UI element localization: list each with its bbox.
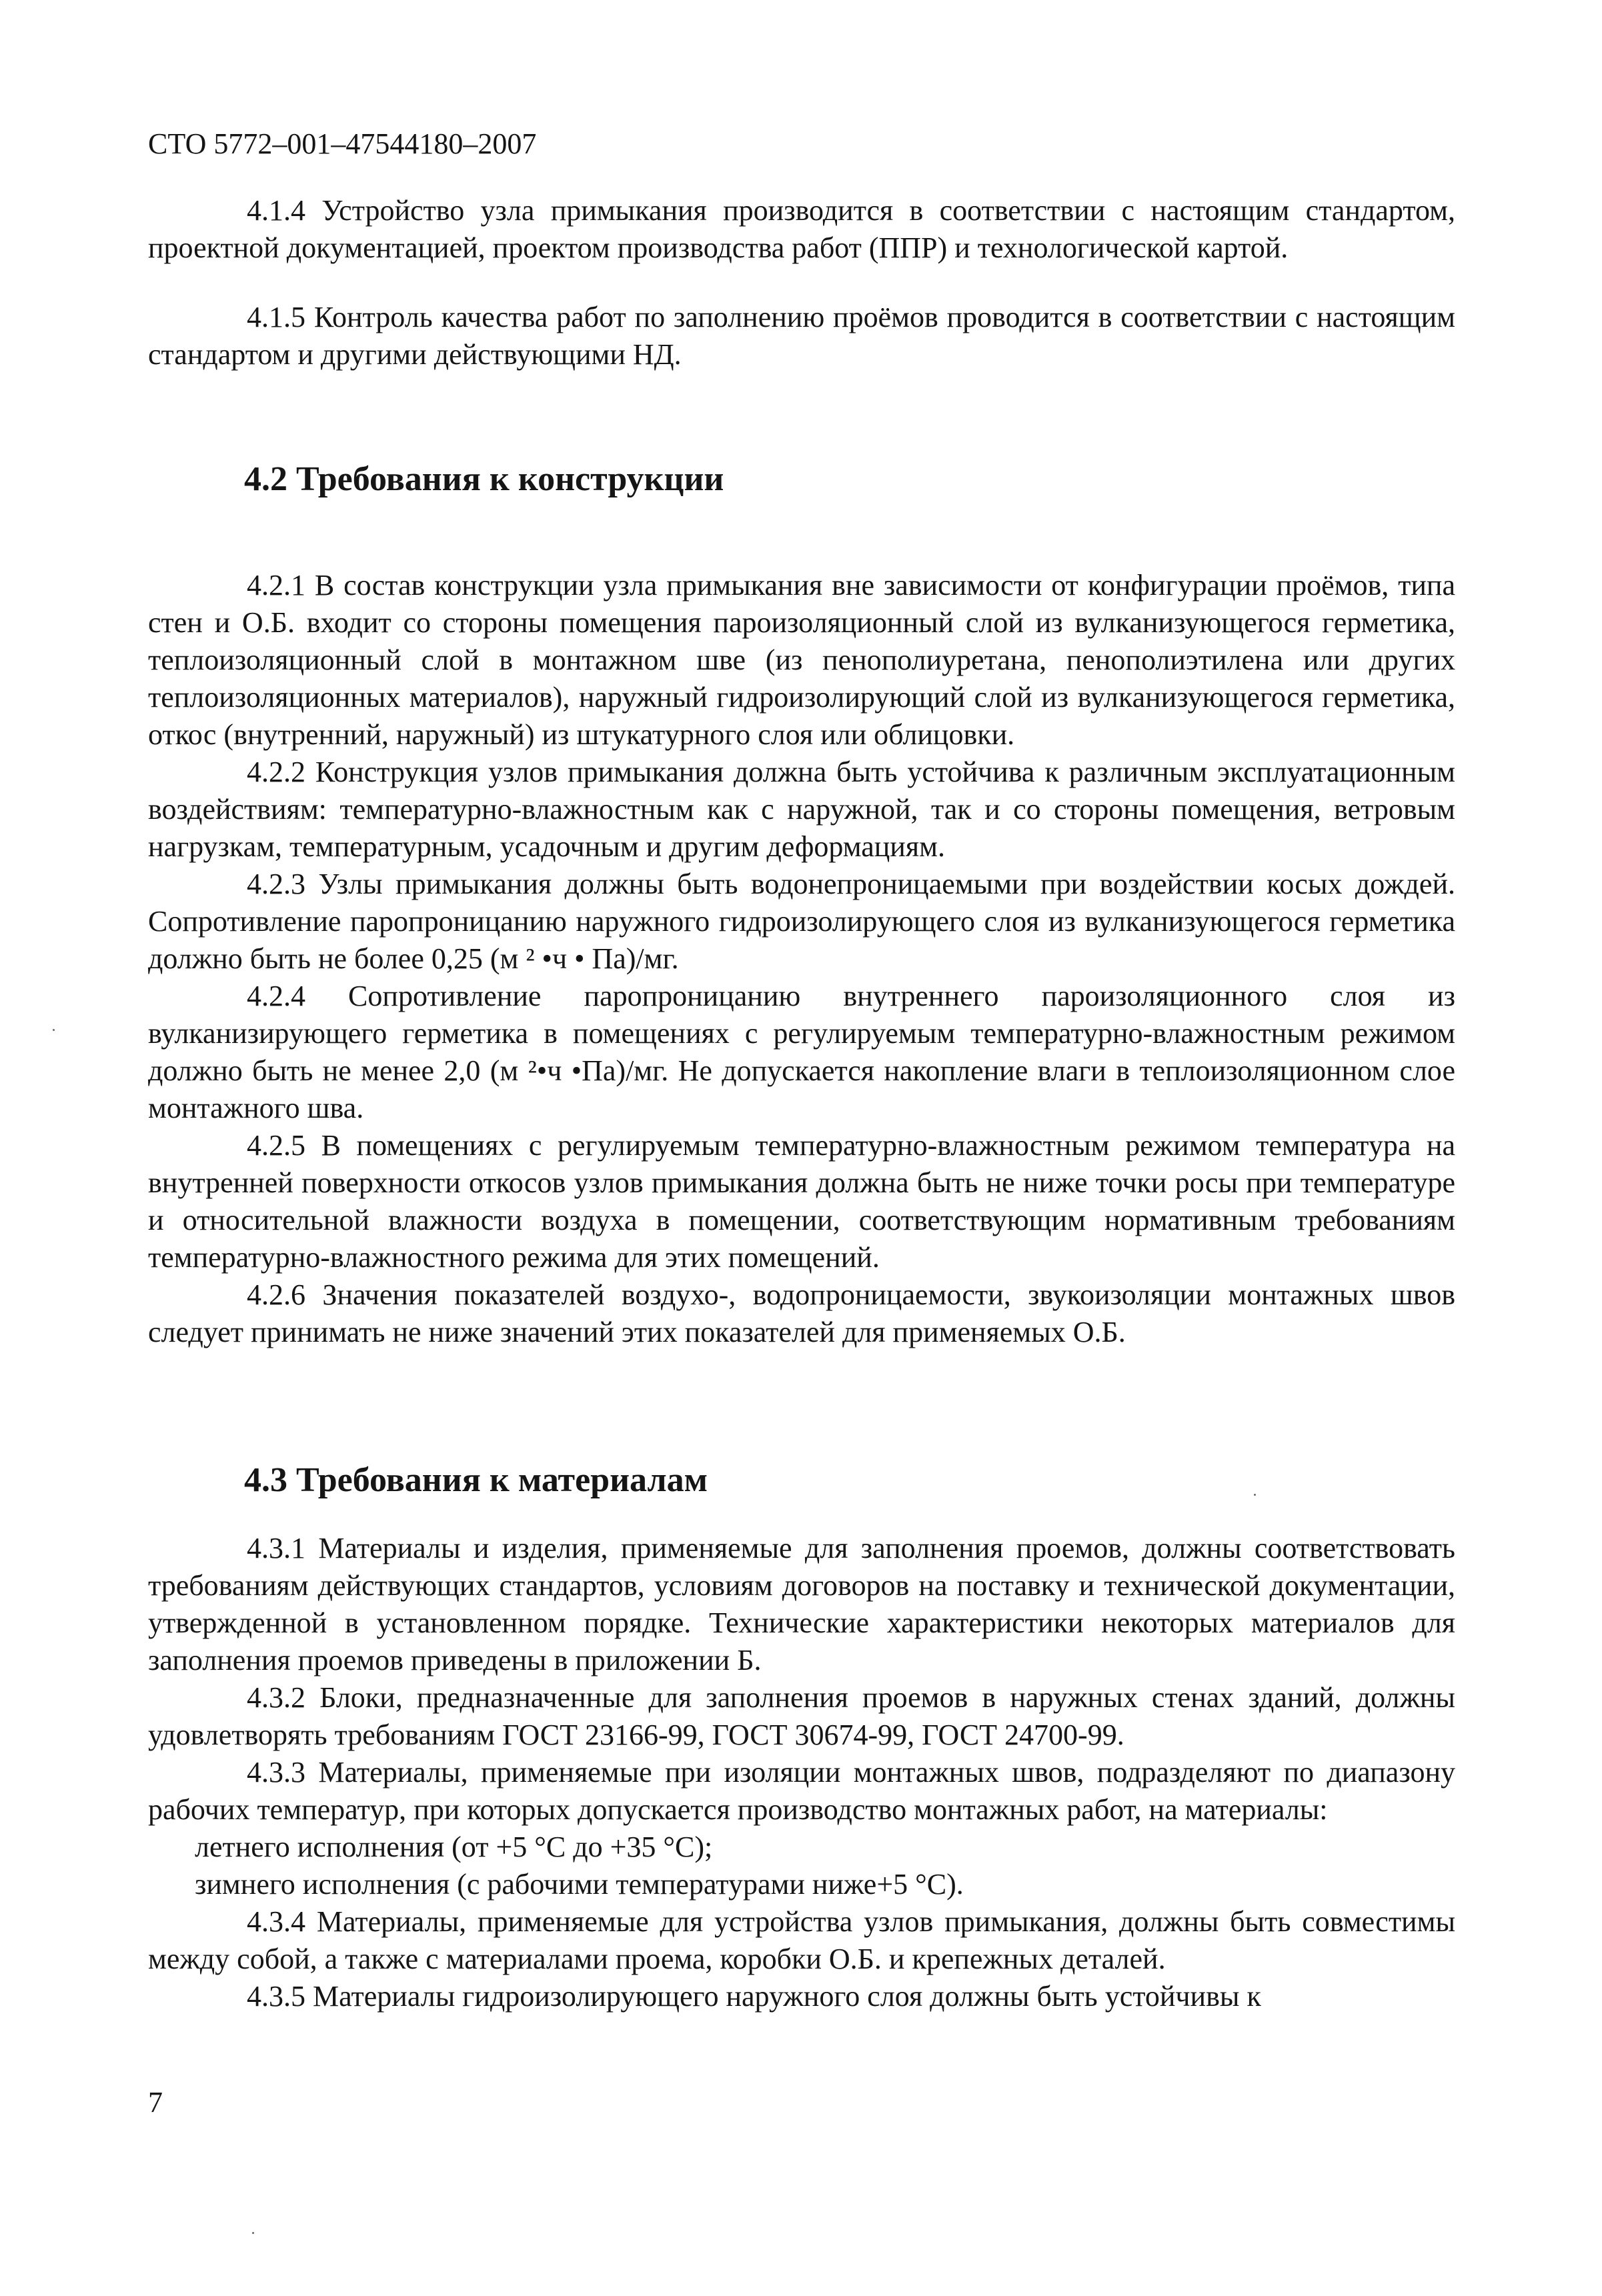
section-4-3-text	[148, 1530, 1455, 2015]
paragraph-4-2-1: 4.2.1 В состав конструкции узла примыкания вне зависимости от конфигурации проёмов, типа стен и О.Б. входит со стороны помещения пароизоляционный слой из вулканизующегося герметика, теплоизоляционный слой в монтажном шве (из пенополиуретана, пенополиэтилена или других теплоизоляционных материалов), наружный гидроизолирующий слой из вулканизующегося герметика, откос (внутренний, наружный) из штукатурного слоя или облицовки.	[148, 569, 1455, 751]
paragraph-4-1-4: 4.1.4 Устройство узла примыкания производится в соответствии с настоящим стандартом, проектной документацией, проектом производства работ (ППР) и технологической картой.	[148, 194, 1455, 264]
section-4-2-text	[148, 567, 1455, 1351]
paragraph-4-2-2: 4.2.2 Конструкция узлов примыкания должна быть устойчива к различным эксплуатационным воздействиям: температурно-влажностным как с наружной, так и со стороны помещения, ветровым нагрузкам, температурным, усадочным и другим деформациям.	[148, 756, 1455, 863]
section-heading-4-3: 4.3 Требования к материалам	[244, 1461, 708, 1499]
page-number: 7	[148, 2086, 163, 2119]
scan-speck	[1254, 1494, 1256, 1496]
paragraph-4-3-3: 4.3.3 Материалы, применяемые при изоляции монтажных швов, подразделяют по диапазону рабочих температур, при которых допускается производство монтажных работ, на материалы:	[148, 1756, 1455, 1826]
paragraph-4-2-6: 4.2.6 Значения показателей воздухо-, водопроницаемости, звукоизоляции монтажных швов следует принимать не ниже значений этих показателей для применяемых О.Б.	[148, 1278, 1455, 1348]
paragraph-4-2-5: 4.2.5 В помещениях с регулируемым температурно-влажностным режимом температура на внутренней поверхности откосов узлов примыкания должна быть не ниже точки росы при температуре и относительной влажности воздуха в помещении, соответствующим нормативным требованиям температурно-влажностного режима для этих помещений.	[148, 1129, 1455, 1274]
scan-speck	[53, 1029, 55, 1031]
paragraph-4-3-4: 4.3.4 Материалы, применяемые для устройства узлов примыкания, должны быть совместимы между собой, а также с материалами проема, коробки О.Б. и крепежных деталей.	[148, 1905, 1455, 1975]
paragraph-4-3-2: 4.3.2 Блоки, предназначенные для заполнения проемов в наружных стенах зданий, должны удовлетворять требованиям ГОСТ 23166-99, ГОСТ 30674-99, ГОСТ 24700-99.	[148, 1681, 1455, 1751]
paragraph-4-1-5: 4.1.5 Контроль качества работ по заполнению проёмов проводится в соответствии с настоящим стандартом и другими действующими НД.	[148, 301, 1455, 371]
paragraph-4-2-4: 4.2.4 Сопротивление паропроницанию внутреннего пароизоляционного слоя из вулканизирующего герметика в помещениях с регулируемым температурно-влажностным режимом должно быть не менее 2,0 (м ²•ч •Па)/мг. Не допускается накопление влаги в теплоизоляционном слое монтажного шва.	[148, 980, 1455, 1124]
scan-speck	[252, 2232, 254, 2234]
section-heading-4-2: 4.2 Требования к конструкции	[244, 460, 724, 498]
paragraph-4-2-3: 4.2.3 Узлы примыкания должны быть водонепроницаемыми при воздействии косых дождей. Сопротивление паропроницанию наружного гидроизолирующего слоя из вулканизующегося герметика должно быть не более 0,25 (м ² •ч • Па)/мг.	[148, 868, 1455, 975]
winter-materials-line: зимнего исполнения (с рабочими температурами ниже+5 °С).	[195, 1868, 964, 1901]
paragraph-4-3-5: 4.3.5 Материалы гидроизолирующего наружного слоя должны быть устойчивы к	[247, 1980, 1261, 2013]
section-4-1-text	[148, 192, 1455, 373]
document-code: СТО 5772–001–47544180–2007	[148, 127, 537, 160]
summer-materials-line: летнего исполнения (от +5 °С до +35 °С);	[195, 1831, 713, 1863]
paragraph-4-3-1: 4.3.1 Материалы и изделия, применяемые для заполнения проемов, должны соответствовать требованиям действующих стандартов, условиям договоров на поставку и технической документации, утвержденной в установленном порядке. Технические характеристики некоторых материалов для заполнения проемов приведены в приложении Б.	[148, 1532, 1455, 1676]
